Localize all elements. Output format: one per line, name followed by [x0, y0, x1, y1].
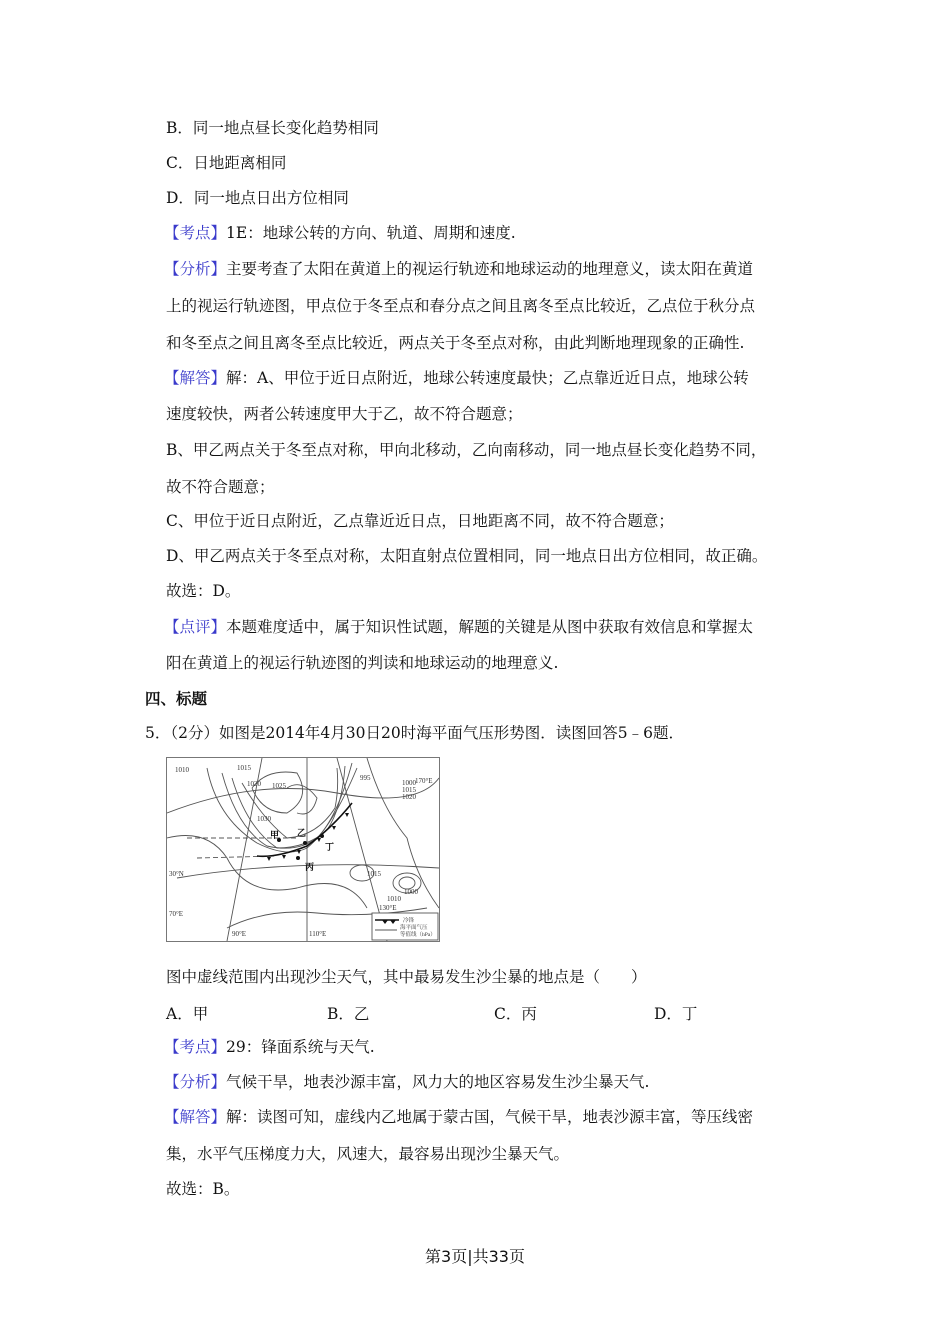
lon-label: 70°E: [169, 910, 184, 918]
q5-stem: 5．（2分）如图是2014年4月30日20时海平面气压形势图．读图回答5﹣6题．: [145, 724, 684, 742]
jieda-tag: 【解答】: [164, 1108, 227, 1126]
fenxi-tag: 【分析】: [164, 1073, 227, 1091]
kaodian-text: 29：锋面系统与天气.: [226, 1038, 375, 1056]
pressure-map: [166, 757, 440, 942]
isobar-label: 1020: [247, 780, 261, 788]
jieda-line: 解：读图可知，虚线内乙地属于蒙古国，气候干旱，地表沙源丰富，等压线密: [226, 1108, 754, 1126]
option-c: C．日地距离相同: [166, 154, 287, 172]
jieda-line: D、甲乙两点关于冬至点对称，太阳直射点位置相同，同一地点日出方位相同，故正确。: [166, 547, 768, 565]
q5-kaodian: [164, 1037, 375, 1057]
jieda-line: B、甲乙两点关于冬至点对称，甲向北移动，乙向南移动，同一地点昼长变化趋势不同，: [166, 441, 767, 459]
q4-jieda: [164, 368, 749, 388]
lon-label: 170°E: [415, 777, 433, 785]
isobar-label: 1025: [272, 782, 286, 790]
option-d: D．同一地点日出方位相同: [166, 189, 349, 207]
page-footer: 第3页|共33页: [425, 1247, 525, 1266]
q4-kaodian: [164, 223, 516, 243]
option-b: B．同一地点昼长变化趋势相同: [166, 119, 379, 137]
point-yi: 乙: [297, 828, 307, 838]
isobar-label: 1015: [367, 870, 381, 878]
kaodian-tag: 【考点】: [164, 1038, 227, 1056]
isobar-label: 1010: [387, 895, 401, 903]
jieda-line: 故不符合题意；: [166, 478, 275, 496]
legend-front: 冷锋: [403, 918, 415, 924]
jieda-line: 速度较快，两者公转速度甲大于乙，故不符合题意；: [166, 405, 523, 423]
q5-jieda: [164, 1107, 753, 1127]
dianping-tag: 【点评】: [164, 618, 227, 636]
jieda-line: C、甲位于近日点附近，乙点靠近近日点，日地距离不同，故不符合题意；: [166, 512, 674, 530]
fenxi-line: 主要考查了太阳在黄道上的视运行轨迹和地球运动的地理意义，读太阳在黄道: [226, 260, 754, 278]
q5-option-c: C．丙: [494, 1005, 537, 1023]
isobar-label: 1015: [237, 764, 251, 772]
section-heading: 四、标题: [145, 690, 208, 708]
isobar-label: 1000: [404, 888, 418, 896]
jieda-tag: 【解答】: [164, 369, 227, 387]
q5-fenxi: [164, 1072, 649, 1092]
q5-option-b: B．乙: [327, 1005, 370, 1023]
point-jia: 甲: [270, 830, 280, 840]
q5-option-d: D．丁: [654, 1005, 698, 1023]
q5-option-a: A．甲: [166, 1005, 209, 1023]
dianping-line: 阳在黄道上的视运行轨迹图的判读和地球运动的地理意义.: [166, 654, 559, 672]
q5-question: 图中虚线范围内出现沙尘天气，其中最易发生沙尘暴的地点是（ ）: [166, 968, 647, 986]
q4-dianping: [164, 617, 753, 637]
point-ding: 丁: [325, 842, 335, 852]
kaodian-text: 1E：地球公转的方向、轨道、周期和速度.: [226, 224, 516, 242]
fenxi-text: 气候干旱，地表沙源丰富，风力大的地区容易发生沙尘暴天气.: [226, 1073, 650, 1091]
jieda-line: 解：A、甲位于近日点附近，地球公转速度最快；乙点靠近近日点，地球公转: [226, 369, 749, 387]
lat-label: 30°N: [169, 870, 184, 878]
fenxi-line: 和冬至点之间且离冬至点比较近，两点关于冬至点对称，由此判断地理现象的正确性.: [166, 334, 745, 352]
point-bing: 丙: [305, 862, 315, 872]
isobar-label: 1015: [402, 786, 416, 794]
isobar-label: 1020: [402, 793, 416, 801]
legend-isobar-unit: 等值线（hPa）: [400, 932, 436, 938]
lon-label: 110°E: [309, 930, 327, 938]
lon-label: 90°E: [232, 930, 247, 938]
fenxi-tag: 【分析】: [164, 260, 227, 278]
kaodian-tag: 【考点】: [164, 224, 227, 242]
isobar-label: 1010: [175, 766, 189, 774]
legend-isobar: 海平面气压: [400, 925, 428, 931]
isobar-label: 1000: [402, 779, 416, 787]
isobar-label: 1030: [257, 815, 271, 823]
lon-label: 130°E: [379, 904, 397, 912]
fenxi-line: 上的视运行轨迹图，甲点位于冬至点和春分点之间且离冬至点比较近，乙点位于秋分点: [166, 297, 756, 315]
dianping-line: 本题难度适中，属于知识性试题，解题的关键是从图中获取有效信息和掌握太: [226, 618, 754, 636]
q4-fenxi: [164, 259, 753, 279]
isobar-label: 995: [360, 774, 371, 782]
jieda-line: 故选：B。: [166, 1180, 240, 1198]
jieda-line: 集，水平气压梯度力大，风速大，最容易出现沙尘暴天气。: [166, 1145, 570, 1163]
jieda-line: 故选：D。: [166, 582, 241, 600]
